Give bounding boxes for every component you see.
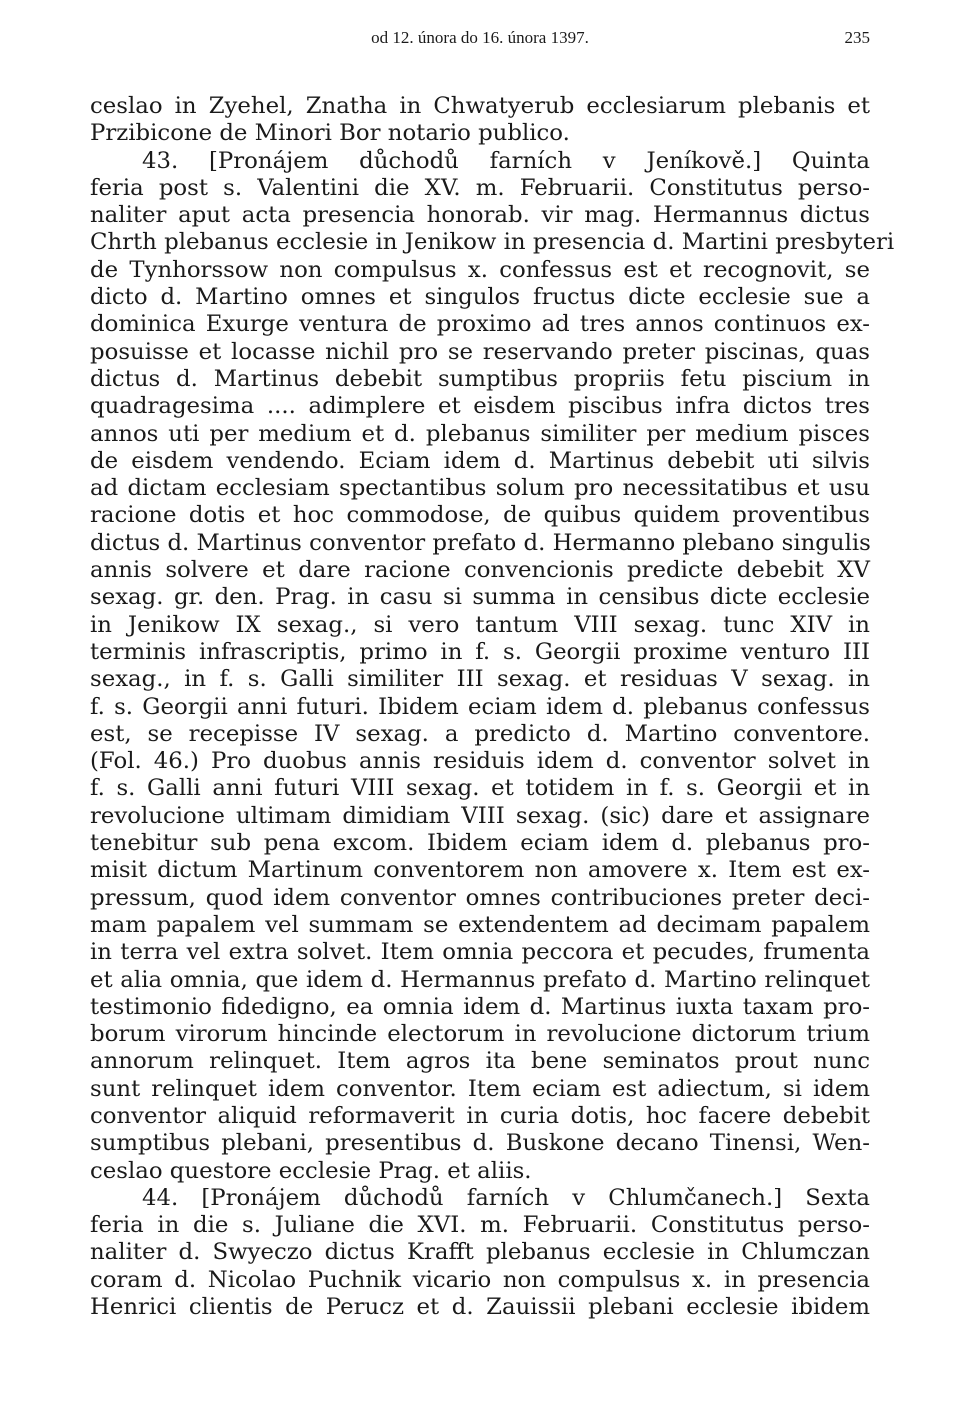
text-line: in Jenikow IX sexag., si vero tantum VIII sexag. tunc XIV in [90, 611, 870, 638]
entry-44-heading-line: 44. [Pronájem důchodů farních v Chlumčanech.] Sexta [142, 1184, 870, 1211]
text-line: annorum relinquet. Item agros ita bene seminatos prout nunc [90, 1048, 870, 1075]
text-line: mam papalem vel summam se extendentem ad decimam papalem [90, 911, 870, 938]
text-line: revolucione ultimam dimidiam VIII sexag. (sic) dare et assignare [90, 802, 870, 829]
text-line: ad dictam ecclesiam spectantibus solum pro necessitatibus et usu [90, 475, 870, 502]
text-line: sexag., in f. s. Galli similiter III sexag. et residuas V sexag. in [90, 666, 870, 693]
document-page [90, 26, 895, 1321]
text-line: feria post s. Valentini die XV. m. Februarii. Constitutus perso- [90, 174, 870, 201]
text-line: Henrici clientis de Perucz et d. Zauissii plebani ecclesie ibidem [90, 1294, 870, 1321]
text-line: ceslao questore ecclesie Prag. et aliis. [90, 1157, 532, 1184]
running-title: od 12. února do 16. února 1397. [371, 28, 589, 47]
text-line: sexag. gr. den. Prag. in casu si summa in censibus dicte ecclesie [90, 584, 870, 611]
text-line: terminis infrascriptis, primo in f. s. Georgii proxime venturo III [90, 638, 870, 665]
text-line: et alia omnia, que idem d. Hermannus prefato d. Martino relinquet [90, 966, 870, 993]
text-line: dicto d. Martino omnes et singulos fructus dicte ecclesie sue a [90, 284, 870, 311]
entry-43-heading-line: 43. [Pronájem důchodů farních v Jeníkově.] Quinta [142, 147, 870, 174]
text-line: tenebitur sub pena excom. Ibidem eciam idem d. plebanus pro- [90, 830, 870, 857]
text-line: de Tynhorssow non compulsus x. confessus est et recognovit, se [90, 256, 870, 283]
text-line: quadragesima .... adimplere et eisdem piscibus infra dictos tres [90, 393, 870, 420]
text-line: coram d. Nicolao Puchnik vicario non compulsus x. in presencia [90, 1266, 870, 1293]
text-line: f. s. Galli anni futuri VIII sexag. et totidem in f. s. Georgii et in [90, 775, 870, 802]
text-line: dictus d. Martinus debebit sumptibus propriis fetu piscium in [90, 365, 870, 392]
body-text [90, 93, 895, 1321]
text-line: pressum, quod idem conventor omnes contribuciones preter deci- [90, 884, 870, 911]
text-line: racione dotis et hoc commodose, de quibus quidem proventibus [90, 502, 870, 529]
text-line: (Fol. 46.) Pro duobus annis residuis idem d. conventor solvet in [90, 748, 870, 775]
text-line: est, se recepisse IV sexag. a predicto d. Martino conventore. [90, 720, 870, 747]
text-line: misit dictum Martinum conventorem non amovere x. Item est ex- [90, 857, 870, 884]
text-line: de eisdem vendendo. Eciam idem d. Martinus debebit uti silvis [90, 447, 870, 474]
text-line: annos uti per medium et d. plebanus similiter per medium pisces [90, 420, 870, 447]
text-line: annis solvere et dare racione convencionis predicte debebit XV [90, 557, 870, 584]
text-line: testimonio fidedigno, ea omnia idem d. Martinus iuxta taxam pro- [90, 993, 870, 1020]
text-line: dictus d. Martinus conventor prefato d. Hermanno plebano singulis [90, 529, 871, 556]
text-line: Chrth plebanus ecclesie in Jenikow in presencia d. Martini presbyteri [90, 229, 895, 256]
text-line: posuisse et locasse nichil pro se reservando preter piscinas, quas [90, 338, 870, 365]
text-line: feria in die s. Juliane die XVI. m. Februarii. Constitutus perso- [90, 1212, 870, 1239]
text-line: borum virorum hincinde electorum in revolucione dictorum trium [90, 1021, 870, 1048]
text-line: in terra vel extra solvet. Item omnia peccora et pecudes, frumenta [90, 939, 870, 966]
running-head [90, 26, 870, 62]
text-line: f. s. Georgii anni futuri. Ibidem eciam idem d. plebanus confessus [90, 693, 870, 720]
text-line: naliter d. Swyeczo dictus Krafft plebanus ecclesie in Chlumczan [90, 1239, 870, 1266]
text-line: sunt relinquet idem conventor. Item eciam est adiectum, si idem [90, 1075, 870, 1102]
text-line: naliter aput acta presencia honorab. vir mag. Hermannus dictus [90, 202, 870, 229]
text-line: dominica Exurge ventura de proximo ad tres annos continuos ex- [90, 311, 870, 338]
text-line: conventor aliquid reformaverit in curia dotis, hoc facere debebit [90, 1102, 870, 1129]
text-line: sumptibus plebani, presentibus d. Buskone decano Tinensi, Wen- [90, 1130, 870, 1157]
page-number: 235 [844, 28, 870, 47]
text-line: Przibicone de Minori Bor notario publico. [90, 120, 570, 147]
text-line: ceslao in Zyehel, Znatha in Chwatyerub ecclesiarum plebanis et [90, 93, 870, 119]
